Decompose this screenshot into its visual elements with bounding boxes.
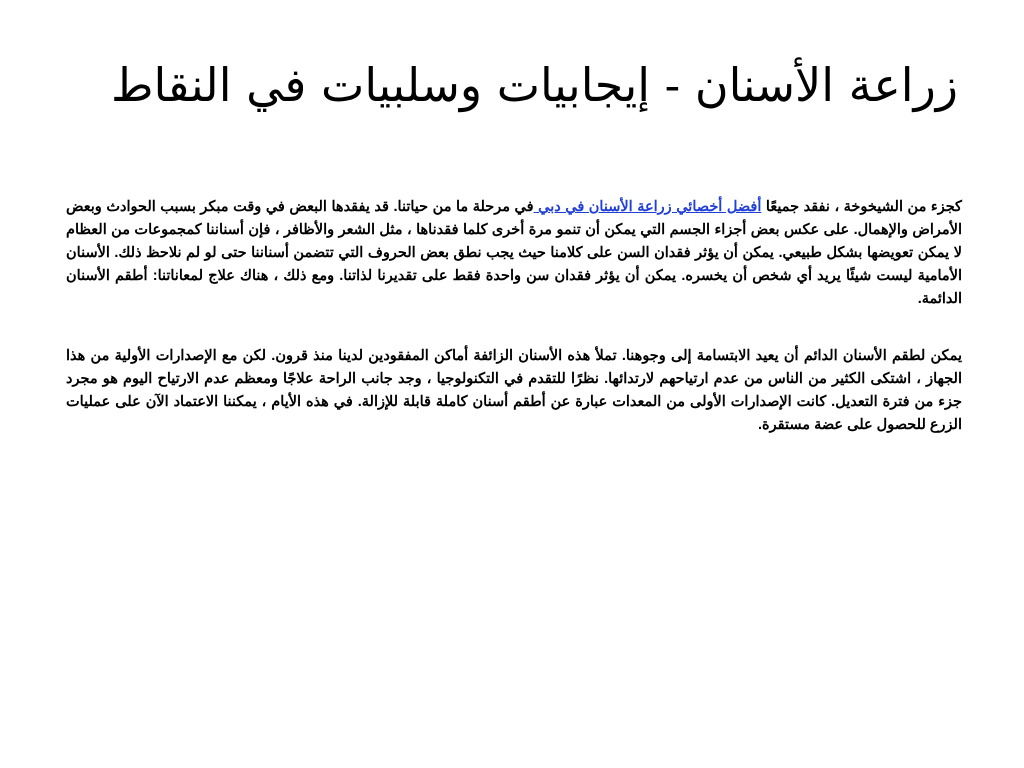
slide-title: زراعة الأسنان - إيجابيات وسلبيات في النقاط bbox=[110, 58, 958, 112]
paragraph-1-intro: كجزء من الشيخوخة ، نفقد جميعًا bbox=[761, 199, 962, 215]
paragraph-1-rest: في مرحلة ما من حياتنا. قد يفقدها البعض في وقت مبكر بسبب الحوادث وبعض الأمراض والإهمال. على عكس بعض أجزاء الجسم التي يمكن أن تنمو مرة أخرى كلما فقدناها ، مثل الشعر والأظافر ، فإن أسناننا كمجموعات من العظام لا يمكن تعويضها بشكل طبيعي. يمكن أن يؤثر فقدان السن على كلامنا حيث يجب نطق بعض الحروف التي تتضمن أسناننا حتى لو لم نلاحظ ذلك. الأسنان الأمامية ليست شيئًا يريد أي شخص أن يخسره. يمكن أن يؤثر فقدان سن واحدة فقط على تقديرنا لذاتنا. ومع ذلك ، هناك علاج لمعاناتنا: أطقم الأسنان الدائمة. bbox=[66, 199, 962, 307]
slide-body bbox=[66, 196, 962, 471]
dental-implant-specialist-link[interactable]: أفضل أخصائي زراعة الأسنان في دبي bbox=[533, 199, 762, 215]
body-paragraph-1 bbox=[66, 196, 962, 311]
body-paragraph-2: يمكن لطقم الأسنان الدائم أن يعيد الابتسامة إلى وجوهنا. تملأ هذه الأسنان الزائفة أماكن المفقودين لدينا منذ قرون. لكن مع الإصدارات الأولية من هذا الجهاز ، اشتكى الكثير من الناس من عدم ارتياحهم لارتدائها. نظرًا للتقدم في التكنولوجيا ، وجد جانب الراحة علاجًا ومعظم عدم الارتياح اليوم هو مجرد جزء من فترة التعديل. كانت الإصدارات الأولى من المعدات عبارة عن أطقم أسنان كاملة قابلة للإزالة. في هذه الأيام ، يمكننا الاعتماد الآن على عمليات الزرع للحصول على عضة مستقرة. bbox=[66, 348, 962, 433]
